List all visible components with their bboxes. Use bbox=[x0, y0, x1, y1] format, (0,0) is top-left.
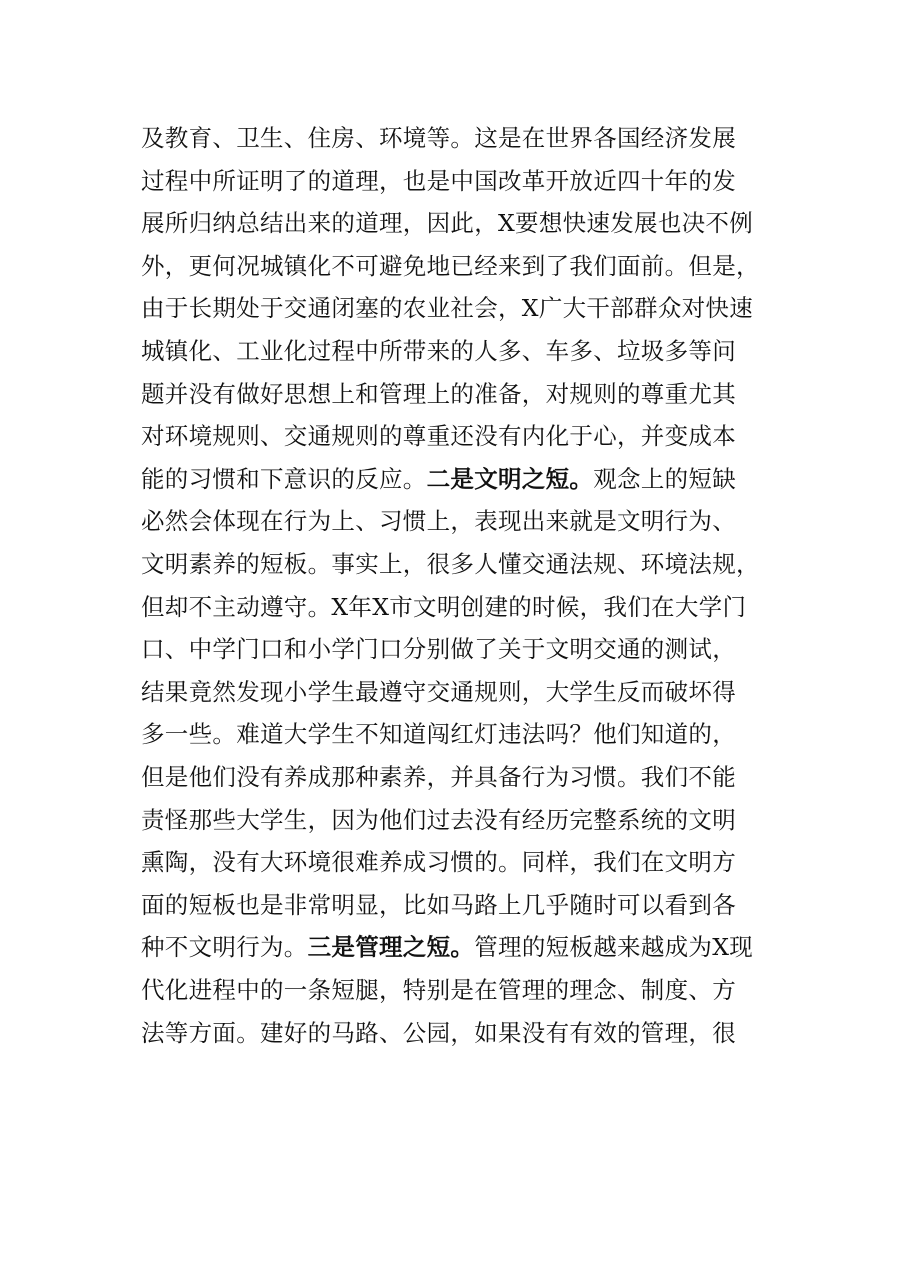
text-line bbox=[141, 331, 781, 371]
line-text: 责怪那些大学生，因为他们过去没有经历完整系统的文明 bbox=[141, 805, 736, 834]
text-line bbox=[141, 288, 781, 328]
line-text: 对环境规则、交通规则的尊重还没有内化于心，并变成本 bbox=[141, 422, 736, 451]
line-text: 文明素养的短板。事实上，很多人懂交通法规、环境法规， bbox=[141, 550, 760, 578]
line-text: 能的习惯和下意识的反应。 bbox=[141, 464, 427, 493]
text-line bbox=[141, 118, 781, 158]
line-text: 种不文明行为。 bbox=[141, 933, 308, 962]
line-text: 必然会体现在行为上、习惯上，表现出来就是文明行为、 bbox=[141, 507, 736, 536]
text-line bbox=[141, 1013, 781, 1053]
text-line bbox=[141, 587, 781, 627]
line-text: 多一些。难道大学生不知道闯红灯违法吗？他们知道的， bbox=[141, 720, 736, 749]
line-text: 结果竟然发现小学生最遵守交通规则，大学生反而破坏得 bbox=[141, 677, 736, 706]
text-line bbox=[141, 672, 781, 712]
text-line bbox=[141, 800, 781, 840]
bold-heading-text: 二是文明之短。 bbox=[426, 464, 594, 493]
text-line bbox=[141, 501, 781, 541]
line-text: 展所归纳总结出来的道理，因此，X要想快速发展也决不例 bbox=[141, 209, 754, 238]
text-line bbox=[141, 714, 781, 754]
line-text: 由于长期处于交通闭塞的农业社会，X广大干部群众对快速 bbox=[141, 294, 754, 323]
line-text: 管理的短板越来越成为X现 bbox=[474, 933, 754, 962]
text-line bbox=[141, 459, 781, 499]
line-text: 外，更何况城镇化不可避免地已经来到了我们面前。但是， bbox=[141, 251, 760, 280]
text-line bbox=[141, 246, 781, 286]
text-line bbox=[141, 927, 781, 967]
text-line bbox=[141, 970, 781, 1010]
text-line bbox=[141, 203, 781, 243]
line-text: 题并没有做好思想上和管理上的准备，对规则的尊重尤其 bbox=[141, 379, 736, 408]
line-text: 代化进程中的一条短腿，特别是在管理的理念、制度、方 bbox=[141, 976, 736, 1004]
line-text: 口、中学门口和小学门口分别做了关于文明交通的测试， bbox=[141, 635, 736, 664]
text-line bbox=[141, 161, 781, 201]
line-text: 面的短板也是非常明显，比如马路上几乎随时可以看到各 bbox=[141, 890, 736, 919]
line-text: 城镇化、工业化过程中所带来的人多、车多、垃圾多等问 bbox=[141, 337, 736, 365]
text-line bbox=[141, 885, 781, 925]
line-text: 但是他们没有养成那种素养，并具备行为习惯。我们不能 bbox=[141, 763, 736, 791]
bold-heading-text: 三是管理之短。 bbox=[307, 933, 475, 962]
line-text: 过程中所证明了的道理，也是中国改革开放近四十年的发 bbox=[141, 166, 736, 195]
text-line bbox=[141, 374, 781, 414]
line-text: 熏陶，没有大环境很难养成习惯的。同样，我们在文明方 bbox=[141, 848, 736, 877]
text-line bbox=[141, 629, 781, 669]
text-line bbox=[141, 757, 781, 797]
text-line bbox=[141, 842, 781, 882]
line-text: 法等方面。建好的马路、公园，如果没有有效的管理，很 bbox=[141, 1018, 736, 1047]
line-text: 但却不主动遵守。X年X市文明创建的时候，我们在大学门 bbox=[141, 592, 747, 621]
line-text: 及教育、卫生、住房、环境等。这是在世界各国经济发展 bbox=[141, 124, 736, 152]
text-line bbox=[141, 544, 781, 584]
text-line bbox=[141, 416, 781, 456]
line-text: 观念上的短缺 bbox=[593, 464, 737, 493]
